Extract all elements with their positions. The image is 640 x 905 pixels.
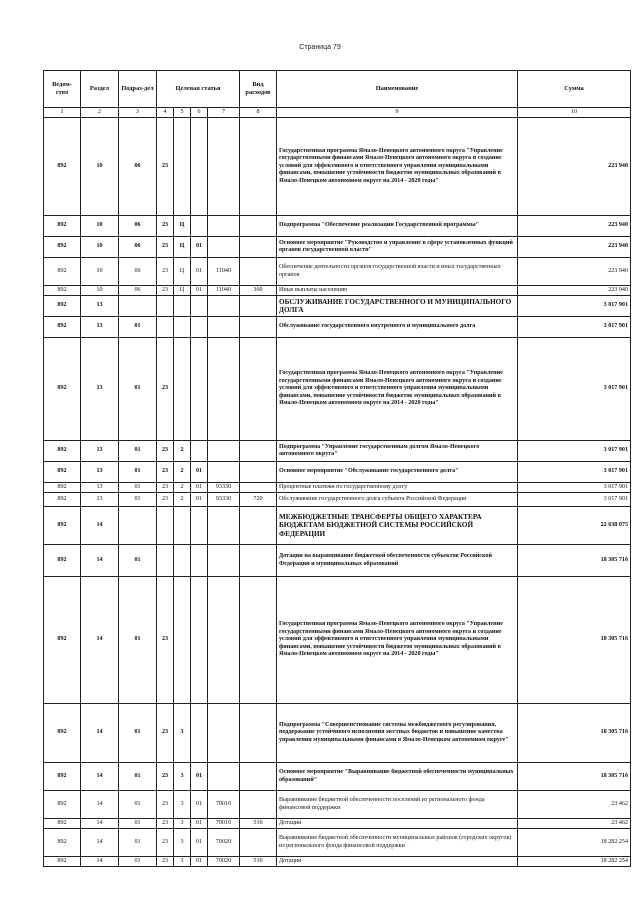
cell-vid-rashodov [240,317,277,338]
cell-target-1: 23 [157,258,174,286]
cell-sum: 18 282 254 [518,857,631,867]
cell-sum: 23 462 [518,819,631,829]
table-row [44,258,631,286]
cell-vid-rashodov: 360 [240,286,277,296]
cell-razdel: 10 [81,216,119,237]
header-vid-rashodov: Вид расходов [240,71,277,108]
cell-target-4 [208,118,240,216]
cell-razdel: 10 [81,286,119,296]
cell-sum: 23 462 [518,791,631,819]
cell-target-3: 01 [191,791,208,819]
cell-target-3: 01 [191,258,208,286]
cell-vid-rashodov: 720 [240,493,277,507]
cell-target-2: Ц [174,258,191,286]
cell-razdel: 10 [81,237,119,258]
cell-ved: 892 [44,462,81,483]
column-number: 7 [208,108,240,118]
cell-name: Обслуживание государственного долга субъекта Российской Федерации [277,493,518,507]
cell-target-3: 01 [191,493,208,507]
cell-sum: 223 940 [518,216,631,237]
cell-target-1: 23 [157,791,174,819]
cell-ved: 892 [44,441,81,462]
cell-vid-rashodov: 510 [240,819,277,829]
page-number: Страница 79 [299,44,341,51]
cell-target-3: 01 [191,483,208,493]
cell-target-3: 01 [191,763,208,791]
cell-vid-rashodov [240,763,277,791]
header-name: Наименование [277,71,518,108]
cell-sum: 223 940 [518,258,631,286]
cell-target-2 [174,118,191,216]
cell-name: Подпрограмма "Совершенствование системы межбюджетного регулирования, поддержание устойчивого исполнения местных бюджетов и повышение качества управления муниципальными финансами в Ямало-Ненецком автономном округе" [277,704,518,763]
cell-name: МЕЖБЮДЖЕТНЫЕ ТРАНСФЕРТЫ ОБЩЕГО ХАРАКТЕРА БЮДЖЕТАМ БЮДЖЕТНОЙ СИСТЕМЫ РОССИЙСКОЙ ФЕДЕРАЦИИ [277,507,518,545]
table-row [44,763,631,791]
cell-target-2: 2 [174,493,191,507]
table-row [44,216,631,237]
cell-vid-rashodov [240,577,277,704]
cell-sum: 3 017 901 [518,338,631,441]
cell-target-2: 3 [174,763,191,791]
cell-razdel: 14 [81,829,119,857]
cell-target-2: Ц [174,286,191,296]
cell-sum: 3 017 901 [518,296,631,317]
cell-podrazdel: 01 [119,704,157,763]
table-row [44,819,631,829]
cell-podrazdel: 01 [119,577,157,704]
cell-name: Иные выплаты населению [277,286,518,296]
cell-target-2 [174,338,191,441]
cell-target-3: 01 [191,857,208,867]
cell-name: Основное мероприятие "Обслуживание государственного долга" [277,462,518,483]
cell-name: Основное мероприятие "Руководство и управление в сфере установленных функций органов государственной власти" [277,237,518,258]
cell-sum: 3 017 901 [518,483,631,493]
cell-target-2 [174,545,191,577]
cell-target-4: 93330 [208,493,240,507]
cell-target-1 [157,317,174,338]
table-row [44,462,631,483]
cell-podrazdel: 01 [119,493,157,507]
cell-ved: 892 [44,118,81,216]
cell-target-3 [191,317,208,338]
cell-razdel: 13 [81,483,119,493]
cell-target-2 [174,296,191,317]
cell-name: Дотации [277,819,518,829]
cell-razdel: 14 [81,857,119,867]
cell-sum: 18 305 716 [518,704,631,763]
cell-podrazdel: 01 [119,441,157,462]
cell-target-1: 23 [157,829,174,857]
cell-target-2: 3 [174,829,191,857]
cell-podrazdel: 01 [119,317,157,338]
cell-razdel: 10 [81,258,119,286]
column-number: 9 [277,108,518,118]
cell-target-2: 3 [174,819,191,829]
cell-sum: 3 017 901 [518,462,631,483]
cell-razdel: 13 [81,296,119,317]
cell-razdel: 14 [81,791,119,819]
cell-name: Основное мероприятие "Выравнивание бюджетной обеспеченности муниципальных образований" [277,763,518,791]
cell-vid-rashodov [240,791,277,819]
cell-razdel: 14 [81,507,119,545]
cell-target-1: 23 [157,237,174,258]
cell-name: Подпрограмма "Управление государственным долгом Ямало-Ненецкого автономного округа" [277,441,518,462]
cell-target-3 [191,338,208,441]
cell-ved: 892 [44,857,81,867]
column-number: 6 [191,108,208,118]
cell-razdel: 14 [81,545,119,577]
column-number: 10 [518,108,631,118]
column-number: 3 [119,108,157,118]
cell-target-2: Ц [174,237,191,258]
cell-ved: 892 [44,237,81,258]
cell-ved: 892 [44,317,81,338]
cell-target-1 [157,296,174,317]
table-row [44,545,631,577]
cell-vid-rashodov [240,483,277,493]
table-row [44,507,631,545]
cell-sum: 3 017 901 [518,493,631,507]
cell-podrazdel: 01 [119,483,157,493]
cell-target-1: 23 [157,493,174,507]
cell-target-3 [191,545,208,577]
cell-target-4 [208,462,240,483]
cell-target-4 [208,237,240,258]
cell-vid-rashodov [240,118,277,216]
header-sum: Сумма [518,71,631,108]
cell-sum: 18 305 716 [518,577,631,704]
cell-podrazdel: 01 [119,857,157,867]
table-row [44,286,631,296]
cell-razdel: 13 [81,493,119,507]
cell-podrazdel: 01 [119,462,157,483]
cell-vid-rashodov [240,441,277,462]
cell-target-1: 23 [157,857,174,867]
cell-name: Подпрограмма "Обеспечение реализации Государственной программы" [277,216,518,237]
cell-razdel: 14 [81,577,119,704]
column-number: 1 [44,108,81,118]
cell-ved: 892 [44,577,81,704]
cell-target-2: Ц [174,216,191,237]
cell-target-4 [208,507,240,545]
cell-razdel: 14 [81,819,119,829]
cell-ved: 892 [44,493,81,507]
cell-target-4: 70010 [208,819,240,829]
cell-podrazdel: 06 [119,216,157,237]
cell-ved: 892 [44,483,81,493]
cell-ved: 892 [44,819,81,829]
cell-podrazdel [119,507,157,545]
cell-podrazdel: 01 [119,829,157,857]
cell-sum: 3 017 901 [518,317,631,338]
cell-ved: 892 [44,829,81,857]
cell-name: Государственная программа Ямало-Ненецкого автономного округа "Управление государственными финансами Ямало-Ненецкого автономного округа и создание условий для эффективного и ответственного управления муниципальными финансами, повышение устойчивости бюджетов муниципальных образований в Ямало-Ненецком автономном округе на 2014 - 2020 годы" [277,338,518,441]
cell-sum: 223 940 [518,118,631,216]
cell-vid-rashodov [240,216,277,237]
cell-target-4 [208,545,240,577]
cell-podrazdel: 01 [119,791,157,819]
cell-name: Выравнивание бюджетной обеспеченности поселений из регионального фонда финансовой поддержки [277,791,518,819]
cell-vid-rashodov: 510 [240,857,277,867]
header-razdel: Раздел [81,71,119,108]
cell-target-4 [208,704,240,763]
header-target-article: Целевая статья [157,71,240,108]
cell-target-1: 23 [157,338,174,441]
column-number: 8 [240,108,277,118]
cell-target-3 [191,441,208,462]
cell-target-2: 2 [174,441,191,462]
table-row [44,829,631,857]
table-row [44,338,631,441]
cell-target-2: 3 [174,857,191,867]
cell-sum: 18 305 716 [518,545,631,577]
cell-target-2 [174,577,191,704]
table-row [44,704,631,763]
cell-name: Государственная программа Ямало-Ненецкого автономного округа "Управление государственными финансами Ямало-Ненецкого автономного округа и создание условий для эффективного и ответственного управления муниципальными финансами, повышение устойчивости бюджетов муниципальных образований в Ямало-Ненецком автономном округе на 2014 - 2020 годы" [277,118,518,216]
cell-target-1: 23 [157,462,174,483]
cell-sum: 22 638 075 [518,507,631,545]
cell-name: ОБСЛУЖИВАНИЕ ГОСУДАРСТВЕННОГО И МУНИЦИПАЛЬНОГО ДОЛГА [277,296,518,317]
cell-target-2 [174,507,191,545]
cell-target-4 [208,441,240,462]
cell-target-4 [208,317,240,338]
cell-podrazdel: 01 [119,763,157,791]
cell-vid-rashodov [240,704,277,763]
cell-target-4: 70010 [208,791,240,819]
cell-ved: 892 [44,258,81,286]
cell-razdel: 13 [81,317,119,338]
table-row [44,296,631,317]
cell-razdel: 14 [81,704,119,763]
cell-podrazdel: 06 [119,118,157,216]
cell-vid-rashodov [240,462,277,483]
cell-target-4: 11040 [208,286,240,296]
cell-name: Процентные платежи по государственному долгу [277,483,518,493]
cell-target-4: 70020 [208,829,240,857]
cell-ved: 892 [44,763,81,791]
cell-target-1: 23 [157,704,174,763]
cell-target-1: 23 [157,286,174,296]
cell-name: Обеспечение деятельности органов государственной власти и иных государственных органов [277,258,518,286]
cell-razdel: 10 [81,118,119,216]
cell-razdel: 13 [81,462,119,483]
cell-target-3: 01 [191,462,208,483]
cell-target-3 [191,507,208,545]
cell-vid-rashodov [240,338,277,441]
table-row [44,493,631,507]
cell-sum: 223 940 [518,237,631,258]
column-number: 4 [157,108,174,118]
budget-table [43,70,631,867]
cell-vid-rashodov [240,258,277,286]
cell-vid-rashodov [240,237,277,258]
cell-target-3: 01 [191,819,208,829]
cell-target-2: 3 [174,704,191,763]
header-ved: Ведом-ство [44,71,81,108]
cell-target-1: 23 [157,118,174,216]
cell-podrazdel: 01 [119,545,157,577]
column-number: 5 [174,108,191,118]
table-row [44,791,631,819]
table-row [44,317,631,338]
cell-ved: 892 [44,296,81,317]
cell-target-4 [208,763,240,791]
header-podrazdel: Подраз-дел [119,71,157,108]
cell-target-3 [191,296,208,317]
cell-target-3 [191,704,208,763]
column-number-row [44,108,631,118]
cell-target-4: 93330 [208,483,240,493]
cell-ved: 892 [44,286,81,296]
cell-target-2: 2 [174,483,191,493]
cell-sum: 18 282 254 [518,829,631,857]
cell-target-1 [157,507,174,545]
cell-target-3: 01 [191,237,208,258]
cell-target-4: 70020 [208,857,240,867]
cell-razdel: 14 [81,763,119,791]
cell-ved: 892 [44,791,81,819]
table-row [44,577,631,704]
cell-target-1: 23 [157,763,174,791]
cell-target-3 [191,118,208,216]
cell-target-4 [208,216,240,237]
cell-target-3 [191,216,208,237]
table-row [44,857,631,867]
cell-ved: 892 [44,507,81,545]
column-number: 2 [81,108,119,118]
cell-target-1: 23 [157,577,174,704]
cell-podrazdel: 06 [119,258,157,286]
cell-target-4 [208,338,240,441]
cell-target-2: 2 [174,462,191,483]
cell-razdel: 13 [81,441,119,462]
cell-vid-rashodov [240,296,277,317]
cell-name: Дотации на выравнивание бюджетной обеспеченности субъектов Российской Федерации и муниципальных образований [277,545,518,577]
cell-ved: 892 [44,545,81,577]
cell-target-3: 01 [191,829,208,857]
cell-podrazdel [119,296,157,317]
cell-target-3: 01 [191,286,208,296]
cell-name: Государственная программа Ямало-Ненецкого автономного округа "Управление государственными финансами Ямало-Ненецкого автономного округа и создание условий для эффективного и ответственного управления муниципальными финансами, повышение устойчивости бюджетов муниципальных образований в Ямало-Ненецком автономном округе на 2014 - 2020 годы" [277,577,518,704]
cell-vid-rashodov [240,829,277,857]
cell-target-1: 23 [157,441,174,462]
table-row [44,441,631,462]
cell-ved: 892 [44,216,81,237]
table-row [44,237,631,258]
cell-target-4: 11040 [208,258,240,286]
cell-sum: 3 017 901 [518,441,631,462]
cell-name: Выравнивание бюджетной обеспеченности муниципальных районов (городских округов) из регионального фонда финансовой поддержки [277,829,518,857]
cell-podrazdel: 01 [119,819,157,829]
cell-target-4 [208,296,240,317]
cell-ved: 892 [44,704,81,763]
cell-target-2: 3 [174,791,191,819]
cell-sum: 18 305 716 [518,763,631,791]
cell-name: Дотации [277,857,518,867]
cell-razdel: 13 [81,338,119,441]
cell-sum: 223 940 [518,286,631,296]
cell-name: Обслуживание государственного внутреннего и муниципального долга [277,317,518,338]
cell-target-4 [208,577,240,704]
cell-target-1: 23 [157,483,174,493]
cell-podrazdel: 06 [119,286,157,296]
cell-podrazdel: 01 [119,338,157,441]
table-row [44,483,631,493]
cell-target-1: 23 [157,819,174,829]
cell-target-1: 23 [157,216,174,237]
header-row [44,71,631,108]
cell-podrazdel: 06 [119,237,157,258]
table-row [44,118,631,216]
cell-target-3 [191,577,208,704]
cell-target-1 [157,545,174,577]
cell-target-2 [174,317,191,338]
cell-ved: 892 [44,338,81,441]
cell-vid-rashodov [240,545,277,577]
cell-vid-rashodov [240,507,277,545]
